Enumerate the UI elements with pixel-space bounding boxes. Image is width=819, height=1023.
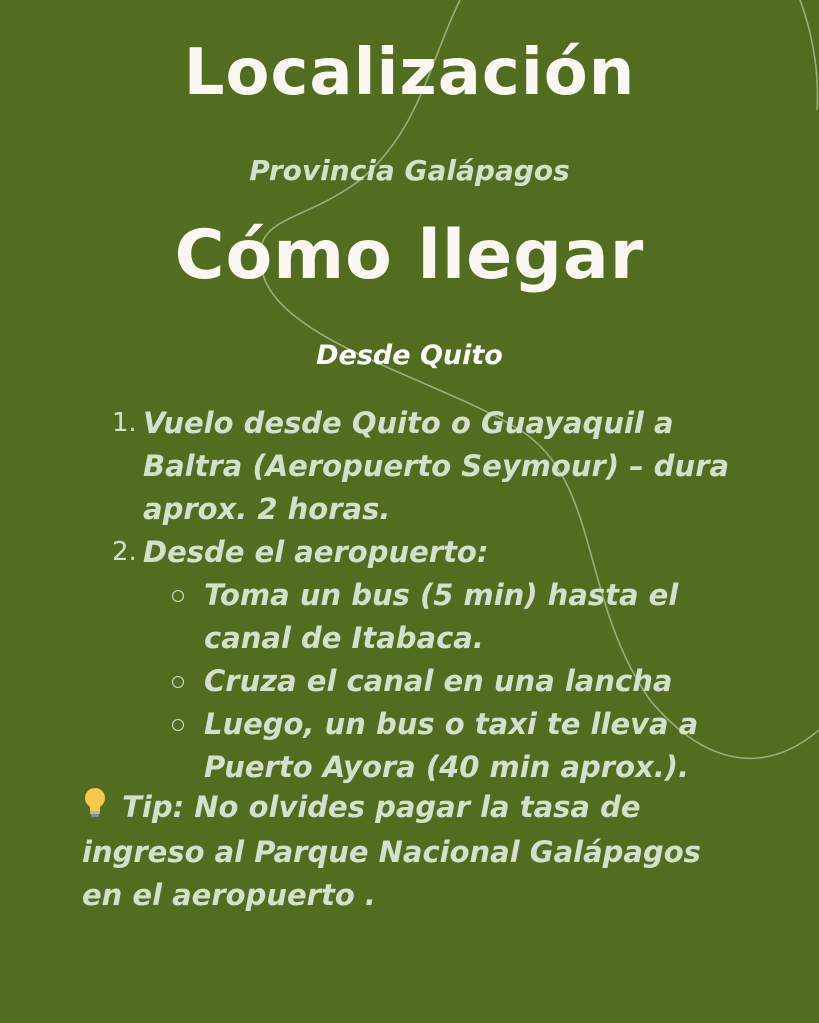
step-text: Vuelo desde Quito o Guayaquil a Baltra (Aeropuerto Seymour) – dura aprox. 2 horas. — [143, 406, 730, 526]
substep-text: Toma un bus (5 min) hasta el canal de Itabaca. — [204, 578, 679, 655]
steps-list — [0, 402, 819, 789]
step-text: Desde el aeropuerto: — [143, 535, 489, 569]
section-heading: Cómo llegar — [174, 216, 645, 295]
substep-text: Luego, un bus o taxi te lleva a Puerto Ayora (40 min aprox.). — [204, 707, 699, 784]
tip-note — [82, 786, 742, 917]
circle-bullet-icon — [172, 676, 184, 688]
province-subtitle: Provincia Galápagos — [249, 154, 570, 187]
page-title: Localización — [183, 36, 636, 110]
substep-item — [0, 574, 764, 660]
lightbulb-icon — [82, 787, 112, 831]
substep-item — [0, 660, 764, 703]
step-item — [0, 402, 743, 531]
substep-item — [0, 703, 764, 789]
substep-text: Cruza el canal en una lancha — [204, 664, 673, 698]
step-item — [0, 531, 743, 574]
origin-heading: Desde Quito — [316, 340, 503, 371]
tip-text: Tip: No olvides pagar la tasa de ingreso al Parque Nacional Galápagos en el aeropuerto . — [82, 790, 701, 912]
circle-bullet-icon — [172, 590, 184, 602]
circle-bullet-icon — [172, 719, 184, 731]
step-number: 2. — [112, 537, 137, 567]
step-number: 1. — [112, 408, 137, 438]
